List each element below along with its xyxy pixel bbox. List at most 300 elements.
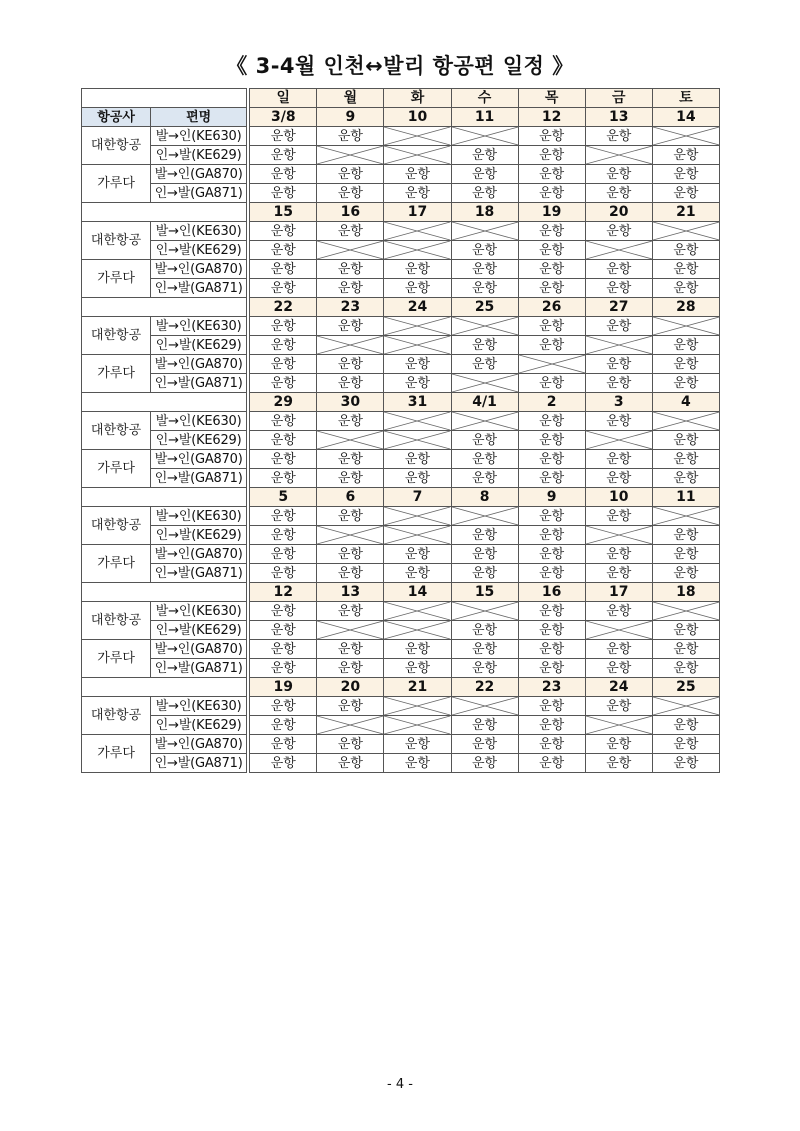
operating-cell: 운항	[518, 317, 585, 336]
operating-cell: 운항	[585, 659, 652, 678]
date-cell: 31	[384, 393, 451, 412]
operating-cell: 운항	[652, 336, 719, 355]
operating-cell: 운항	[585, 754, 652, 773]
cross-mark-icon	[384, 146, 450, 164]
operating-cell: 운항	[384, 355, 451, 374]
date-cell: 18	[652, 583, 719, 602]
operating-cell: 운항	[250, 355, 317, 374]
no-flight-cell	[384, 621, 451, 640]
cross-mark-icon	[586, 621, 652, 639]
operating-cell: 운항	[250, 127, 317, 146]
weekday-cell: 화	[384, 89, 451, 108]
operating-cell: 운항	[451, 355, 518, 374]
cross-mark-icon	[317, 241, 383, 259]
operating-cell: 운항	[652, 545, 719, 564]
operating-cell: 운항	[518, 374, 585, 393]
flight-row	[82, 260, 720, 279]
flight-column-header: 편명	[151, 108, 247, 127]
operating-cell: 운항	[317, 184, 384, 203]
operating-cell: 운항	[652, 374, 719, 393]
flight-code-cell: 발→인(GA870)	[151, 450, 247, 469]
operating-cell: 운항	[652, 146, 719, 165]
operating-cell: 운항	[652, 754, 719, 773]
flight-row	[82, 317, 720, 336]
date-cell: 21	[652, 203, 719, 222]
week-dates-row	[82, 488, 720, 507]
no-flight-cell	[585, 146, 652, 165]
operating-cell: 운항	[585, 317, 652, 336]
date-cell: 13	[317, 583, 384, 602]
operating-cell: 운항	[652, 526, 719, 545]
flight-code-cell: 발→인(GA870)	[151, 545, 247, 564]
operating-cell: 운항	[652, 469, 719, 488]
date-cell: 24	[585, 678, 652, 697]
airline-cell: 가루다	[82, 545, 151, 583]
flight-code-cell: 인→발(KE629)	[151, 146, 247, 165]
operating-cell: 운항	[451, 640, 518, 659]
operating-cell: 운항	[652, 659, 719, 678]
no-flight-cell	[317, 621, 384, 640]
flight-row	[82, 602, 720, 621]
cross-mark-icon	[384, 507, 450, 525]
date-cell: 30	[317, 393, 384, 412]
no-flight-cell	[652, 127, 719, 146]
operating-cell: 운항	[585, 450, 652, 469]
operating-cell: 운항	[451, 184, 518, 203]
no-flight-cell	[652, 222, 719, 241]
flight-row	[82, 146, 720, 165]
flight-row	[82, 374, 720, 393]
operating-cell: 운항	[585, 697, 652, 716]
flight-code-cell: 인→발(KE629)	[151, 431, 247, 450]
operating-cell: 운항	[317, 222, 384, 241]
date-cell: 3/8	[250, 108, 317, 127]
no-flight-cell	[317, 241, 384, 260]
flight-code-cell: 발→인(KE630)	[151, 127, 247, 146]
operating-cell: 운항	[451, 545, 518, 564]
operating-cell: 운항	[250, 317, 317, 336]
date-cell: 11	[652, 488, 719, 507]
operating-cell: 운항	[317, 735, 384, 754]
no-flight-cell	[451, 697, 518, 716]
flight-row	[82, 735, 720, 754]
no-flight-cell	[384, 336, 451, 355]
no-flight-cell	[585, 241, 652, 260]
week-blank-cell	[82, 298, 247, 317]
no-flight-cell	[384, 431, 451, 450]
flight-code-cell: 발→인(KE630)	[151, 602, 247, 621]
cross-mark-icon	[452, 697, 518, 715]
operating-cell: 운항	[585, 412, 652, 431]
airline-column-header: 항공사	[82, 108, 151, 127]
cross-mark-icon	[384, 412, 450, 430]
week-blank-cell	[82, 583, 247, 602]
operating-cell: 운항	[652, 279, 719, 298]
operating-cell: 운항	[451, 431, 518, 450]
weekday-cell: 수	[451, 89, 518, 108]
cross-mark-icon	[452, 317, 518, 335]
date-cell: 6	[317, 488, 384, 507]
operating-cell: 운항	[652, 640, 719, 659]
flight-row	[82, 184, 720, 203]
flight-row	[82, 222, 720, 241]
date-cell: 15	[250, 203, 317, 222]
operating-cell: 운항	[652, 450, 719, 469]
date-cell: 21	[384, 678, 451, 697]
operating-cell: 운항	[585, 469, 652, 488]
flight-row	[82, 545, 720, 564]
operating-cell: 운항	[384, 374, 451, 393]
operating-cell: 운항	[518, 431, 585, 450]
no-flight-cell	[585, 526, 652, 545]
flight-code-cell: 발→인(GA870)	[151, 260, 247, 279]
cross-mark-icon	[586, 146, 652, 164]
operating-cell: 운항	[250, 222, 317, 241]
operating-cell: 운항	[451, 621, 518, 640]
airline-cell: 가루다	[82, 355, 151, 393]
week-blank-cell	[82, 678, 247, 697]
no-flight-cell	[585, 431, 652, 450]
operating-cell: 운항	[317, 564, 384, 583]
cross-mark-icon	[586, 431, 652, 449]
date-cell: 23	[518, 678, 585, 697]
airline-cell: 대한항공	[82, 602, 151, 640]
operating-cell: 운항	[451, 260, 518, 279]
flight-row	[82, 450, 720, 469]
date-cell: 18	[451, 203, 518, 222]
date-cell: 12	[518, 108, 585, 127]
date-cell: 28	[652, 298, 719, 317]
no-flight-cell	[585, 716, 652, 735]
cross-mark-icon	[317, 146, 383, 164]
operating-cell: 운항	[250, 165, 317, 184]
operating-cell: 운항	[250, 716, 317, 735]
flight-row	[82, 621, 720, 640]
flight-row	[82, 431, 720, 450]
operating-cell: 운항	[384, 735, 451, 754]
operating-cell: 운항	[518, 507, 585, 526]
date-cell: 9	[317, 108, 384, 127]
operating-cell: 운항	[250, 754, 317, 773]
cross-mark-icon	[317, 431, 383, 449]
operating-cell: 운항	[250, 602, 317, 621]
date-cell: 2	[518, 393, 585, 412]
operating-cell: 운항	[585, 602, 652, 621]
operating-cell: 운항	[518, 241, 585, 260]
date-cell: 26	[518, 298, 585, 317]
operating-cell: 운항	[518, 735, 585, 754]
cross-mark-icon	[653, 127, 719, 145]
airline-cell: 가루다	[82, 260, 151, 298]
cross-mark-icon	[653, 412, 719, 430]
operating-cell: 운항	[518, 640, 585, 659]
operating-cell: 운항	[652, 621, 719, 640]
flight-row	[82, 716, 720, 735]
operating-cell: 운항	[317, 355, 384, 374]
cross-mark-icon	[384, 241, 450, 259]
date-cell: 27	[585, 298, 652, 317]
date-cell: 16	[518, 583, 585, 602]
airline-cell: 대한항공	[82, 507, 151, 545]
cross-mark-icon	[384, 317, 450, 335]
operating-cell: 운항	[250, 735, 317, 754]
no-flight-cell	[384, 317, 451, 336]
date-cell: 23	[317, 298, 384, 317]
operating-cell: 운항	[250, 336, 317, 355]
operating-cell: 운항	[250, 184, 317, 203]
operating-cell: 운항	[317, 279, 384, 298]
operating-cell: 운항	[250, 260, 317, 279]
week-blank-cell	[82, 488, 247, 507]
airline-cell: 가루다	[82, 735, 151, 773]
no-flight-cell	[652, 697, 719, 716]
date-cell: 25	[652, 678, 719, 697]
operating-cell: 운항	[250, 640, 317, 659]
cross-mark-icon	[384, 336, 450, 354]
date-cell: 13	[585, 108, 652, 127]
no-flight-cell	[384, 507, 451, 526]
operating-cell: 운항	[451, 146, 518, 165]
flight-row	[82, 469, 720, 488]
no-flight-cell	[451, 507, 518, 526]
operating-cell: 운항	[518, 222, 585, 241]
cross-mark-icon	[452, 602, 518, 620]
airline-cell: 가루다	[82, 165, 151, 203]
no-flight-cell	[652, 602, 719, 621]
date-cell: 22	[451, 678, 518, 697]
no-flight-cell	[317, 336, 384, 355]
operating-cell: 운항	[652, 241, 719, 260]
no-flight-cell	[585, 621, 652, 640]
date-cell: 9	[518, 488, 585, 507]
page-number: - 4 -	[387, 1077, 413, 1092]
operating-cell: 운항	[451, 336, 518, 355]
date-cell: 20	[317, 678, 384, 697]
cross-mark-icon	[317, 336, 383, 354]
date-cell: 12	[250, 583, 317, 602]
operating-cell: 운항	[652, 355, 719, 374]
cross-mark-icon	[653, 602, 719, 620]
date-cell: 24	[384, 298, 451, 317]
flight-code-cell: 인→발(GA871)	[151, 659, 247, 678]
week-blank-cell	[82, 393, 247, 412]
operating-cell: 운항	[451, 659, 518, 678]
week-dates-row	[82, 108, 720, 127]
page-title: 《 3-4월 인천↔발리 항공편 일정 》	[226, 54, 574, 78]
operating-cell: 운항	[317, 659, 384, 678]
operating-cell: 운항	[518, 697, 585, 716]
operating-cell: 운항	[384, 260, 451, 279]
operating-cell: 운항	[518, 450, 585, 469]
operating-cell: 운항	[652, 431, 719, 450]
cross-mark-icon	[452, 222, 518, 240]
operating-cell: 운항	[518, 260, 585, 279]
operating-cell: 운항	[250, 621, 317, 640]
flight-code-cell: 인→발(GA871)	[151, 564, 247, 583]
weekday-cell: 일	[250, 89, 317, 108]
flight-code-cell: 발→인(GA870)	[151, 165, 247, 184]
date-cell: 8	[451, 488, 518, 507]
operating-cell: 운항	[518, 165, 585, 184]
no-flight-cell	[384, 412, 451, 431]
no-flight-cell	[384, 241, 451, 260]
operating-cell: 운항	[585, 735, 652, 754]
airline-cell: 대한항공	[82, 127, 151, 165]
airline-cell: 가루다	[82, 640, 151, 678]
no-flight-cell	[384, 146, 451, 165]
cross-mark-icon	[653, 697, 719, 715]
operating-cell: 운항	[518, 279, 585, 298]
operating-cell: 운항	[384, 184, 451, 203]
no-flight-cell	[585, 336, 652, 355]
cross-mark-icon	[452, 412, 518, 430]
flight-row	[82, 165, 720, 184]
no-flight-cell	[317, 146, 384, 165]
flight-code-cell: 발→인(GA870)	[151, 735, 247, 754]
week-blank-cell	[82, 203, 247, 222]
airline-cell: 대한항공	[82, 222, 151, 260]
operating-cell: 운항	[451, 735, 518, 754]
operating-cell: 운항	[317, 374, 384, 393]
operating-cell: 운항	[652, 184, 719, 203]
cross-mark-icon	[317, 621, 383, 639]
flight-code-cell: 인→발(KE629)	[151, 336, 247, 355]
flight-code-cell: 인→발(GA871)	[151, 374, 247, 393]
operating-cell: 운항	[384, 545, 451, 564]
operating-cell: 운항	[317, 507, 384, 526]
operating-cell: 운항	[250, 526, 317, 545]
operating-cell: 운항	[317, 469, 384, 488]
no-flight-cell	[384, 222, 451, 241]
cross-mark-icon	[653, 507, 719, 525]
no-flight-cell	[652, 412, 719, 431]
operating-cell: 운항	[518, 716, 585, 735]
flight-code-cell: 발→인(KE630)	[151, 507, 247, 526]
weekday-cell: 월	[317, 89, 384, 108]
flight-row	[82, 526, 720, 545]
cross-mark-icon	[384, 222, 450, 240]
operating-cell: 운항	[585, 640, 652, 659]
flight-row	[82, 336, 720, 355]
cross-mark-icon	[384, 526, 450, 544]
operating-cell: 운항	[585, 165, 652, 184]
operating-cell: 운항	[451, 564, 518, 583]
operating-cell: 운항	[518, 336, 585, 355]
operating-cell: 운항	[518, 545, 585, 564]
flight-row	[82, 564, 720, 583]
operating-cell: 운항	[518, 412, 585, 431]
operating-cell: 운항	[652, 716, 719, 735]
weekday-cell: 목	[518, 89, 585, 108]
flight-code-cell: 발→인(KE630)	[151, 317, 247, 336]
operating-cell: 운항	[317, 754, 384, 773]
date-cell: 19	[250, 678, 317, 697]
flight-row	[82, 754, 720, 773]
no-flight-cell	[451, 127, 518, 146]
flight-row	[82, 659, 720, 678]
operating-cell: 운항	[451, 526, 518, 545]
operating-cell: 운항	[652, 564, 719, 583]
cross-mark-icon	[384, 621, 450, 639]
no-flight-cell	[451, 412, 518, 431]
operating-cell: 운항	[451, 754, 518, 773]
operating-cell: 운항	[585, 279, 652, 298]
cross-mark-icon	[384, 697, 450, 715]
date-cell: 14	[652, 108, 719, 127]
cross-mark-icon	[317, 716, 383, 734]
flight-row	[82, 507, 720, 526]
cross-mark-icon	[384, 127, 450, 145]
cross-mark-icon	[653, 317, 719, 335]
cross-mark-icon	[653, 222, 719, 240]
weekday-cell: 토	[652, 89, 719, 108]
flight-code-cell: 인→발(KE629)	[151, 716, 247, 735]
operating-cell: 운항	[518, 184, 585, 203]
schedule-body	[82, 89, 720, 773]
date-cell: 25	[451, 298, 518, 317]
cross-mark-icon	[586, 336, 652, 354]
operating-cell: 운항	[384, 564, 451, 583]
week-dates-row	[82, 678, 720, 697]
operating-cell: 운항	[250, 697, 317, 716]
flight-row	[82, 279, 720, 298]
flight-code-cell: 발→인(KE630)	[151, 697, 247, 716]
cross-mark-icon	[586, 716, 652, 734]
date-cell: 17	[384, 203, 451, 222]
operating-cell: 운항	[250, 431, 317, 450]
operating-cell: 운항	[384, 450, 451, 469]
no-flight-cell	[384, 127, 451, 146]
flight-row	[82, 241, 720, 260]
operating-cell: 운항	[317, 697, 384, 716]
operating-cell: 운항	[518, 526, 585, 545]
operating-cell: 운항	[585, 127, 652, 146]
flight-row	[82, 640, 720, 659]
operating-cell: 운항	[585, 184, 652, 203]
operating-cell: 운항	[451, 165, 518, 184]
operating-cell: 운항	[652, 260, 719, 279]
cross-mark-icon	[317, 526, 383, 544]
week-dates-row	[82, 203, 720, 222]
date-cell: 5	[250, 488, 317, 507]
week-dates-row	[82, 393, 720, 412]
flight-row	[82, 127, 720, 146]
operating-cell: 운항	[384, 754, 451, 773]
operating-cell: 운항	[518, 659, 585, 678]
operating-cell: 운항	[250, 450, 317, 469]
week-dates-row	[82, 583, 720, 602]
operating-cell: 운항	[451, 716, 518, 735]
flight-code-cell: 인→발(GA871)	[151, 469, 247, 488]
no-flight-cell	[518, 355, 585, 374]
no-flight-cell	[384, 526, 451, 545]
operating-cell: 운항	[518, 564, 585, 583]
operating-cell: 운항	[317, 127, 384, 146]
no-flight-cell	[451, 602, 518, 621]
operating-cell: 운항	[250, 374, 317, 393]
flight-row	[82, 412, 720, 431]
cross-mark-icon	[452, 507, 518, 525]
operating-cell: 운항	[384, 469, 451, 488]
cross-mark-icon	[384, 602, 450, 620]
operating-cell: 운항	[317, 317, 384, 336]
weekday-header-row	[82, 89, 720, 108]
cross-mark-icon	[384, 716, 450, 734]
date-cell: 16	[317, 203, 384, 222]
operating-cell: 운항	[451, 279, 518, 298]
flight-code-cell: 인→발(GA871)	[151, 754, 247, 773]
operating-cell: 운항	[250, 564, 317, 583]
